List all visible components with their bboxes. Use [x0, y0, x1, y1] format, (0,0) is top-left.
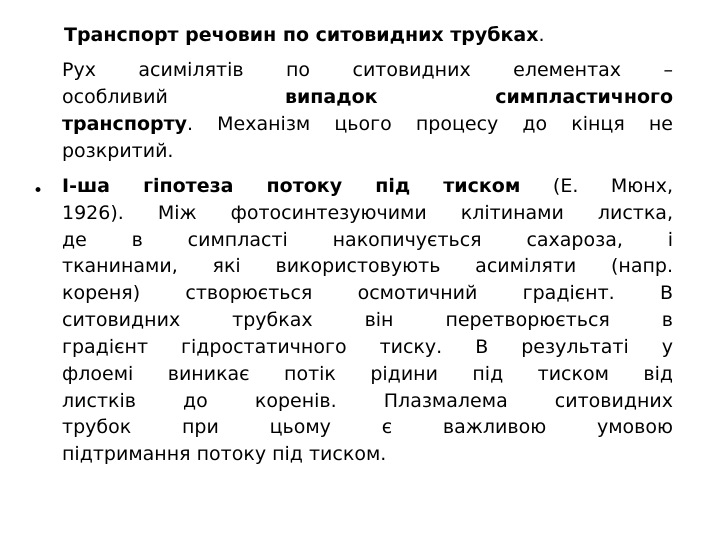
paragraph-2-line-11: підтримання потоку під тиском.: [62, 443, 387, 465]
paragraph-1-bold-2: транспорту: [62, 113, 188, 135]
paragraph-2-line-7: градієнт гідростатичного тиску. В результаті у: [62, 336, 673, 358]
paragraph-1-text-2: . Механізм цього процесу до кінця не: [187, 113, 673, 135]
bullet-marker: •: [33, 181, 44, 201]
paragraph-2-line-2: 1926). Між фотосинтезуючими клітинами листка,: [62, 202, 673, 224]
paragraph-1-text: особливий: [62, 86, 168, 108]
hypothesis-title: І-ша гіпотеза потоку під тиском: [62, 175, 521, 197]
paragraph-2-line-6: ситовидних трубках він перетворюється в: [62, 309, 673, 331]
slide-title: [64, 22, 675, 48]
paragraph-1-bold: випадок симпластичного: [284, 86, 673, 108]
paragraph-2-line-1: [62, 173, 673, 199]
paragraph-1-line-2: [62, 84, 673, 110]
paragraph-1-line-4: розкритий.: [62, 140, 174, 162]
paragraph-1-line-1: Рух асимілятів по ситовидних елементах –: [62, 59, 673, 81]
title-punct: .: [538, 24, 545, 46]
paragraph-2-line-10: трубок при цьому є важливою умовою: [62, 416, 673, 438]
title-text: Транспорт речовин по ситовидних трубках: [64, 24, 539, 46]
paragraph-2-line-9: листків до коренів. Плазмалема ситовидних: [62, 390, 673, 412]
paragraph-2-line-5: кореня) створюється осмотичний градієнт. В: [62, 282, 673, 304]
paragraph-1-line-3: [62, 111, 673, 137]
paragraph-2-line-3: де в симпласті накопичується сахароза, і: [62, 229, 673, 251]
paragraph-2-line-4: тканинами, які використовують асиміляти (напр.: [62, 255, 673, 277]
paragraph-2-line-8: флоемі виникає потік рідини під тиском від: [62, 363, 673, 385]
hypothesis-citation: (Е. Мюнх,: [520, 175, 673, 197]
